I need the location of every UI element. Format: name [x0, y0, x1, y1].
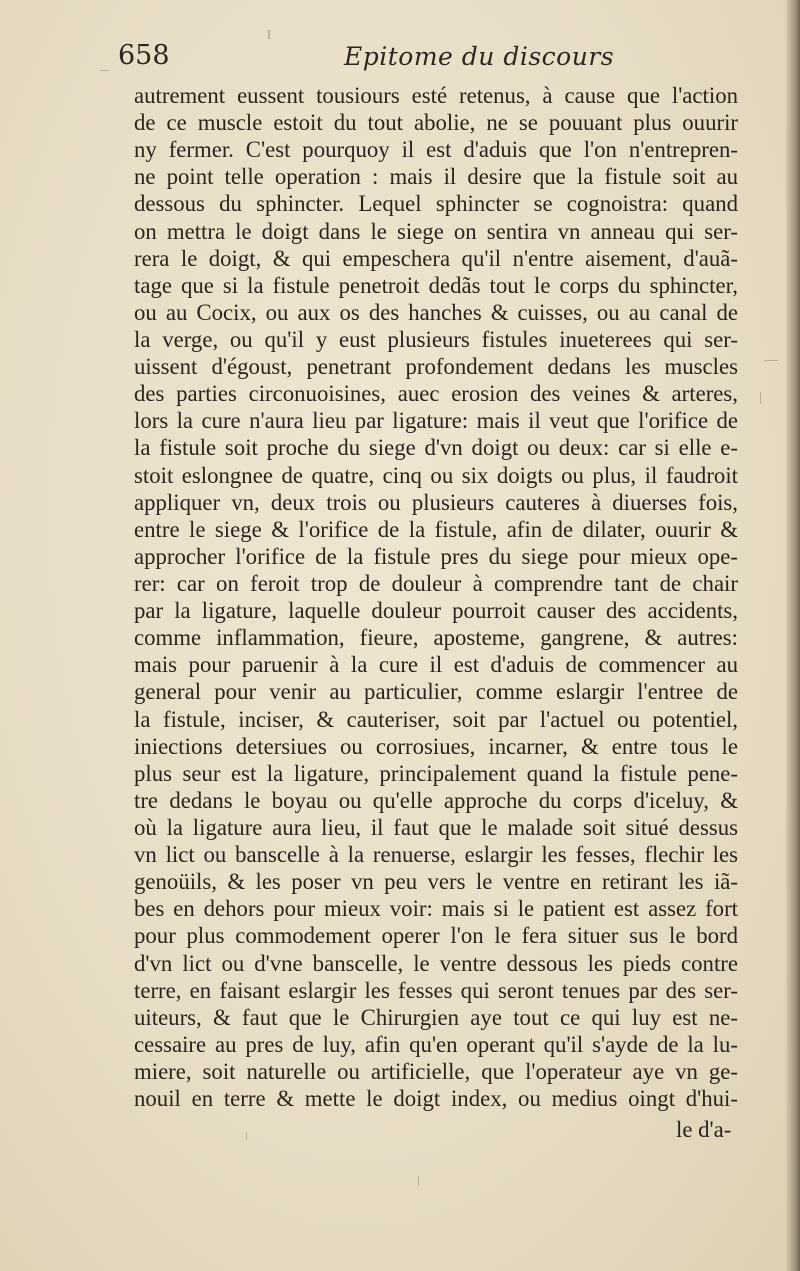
paper-speck — [764, 360, 778, 361]
text-line: de ce muscle estoit du tout abolie, ne se pouuant plus ouurir — [134, 110, 738, 136]
text-line: par la ligature, laquelle douleur pourroit causer des accidents, — [134, 598, 738, 624]
text-line: rer: car on feroit trop de douleur à comprendre tant de chair — [134, 570, 738, 596]
text-line: dessous du sphincter. Lequel sphincter se cognoistra: quand — [134, 191, 738, 217]
paper-speck — [418, 1176, 419, 1186]
text-line: la verge, ou qu'il y eust plusieurs fistules inueterees qui ser- — [134, 326, 738, 352]
text-line: où la ligature aura lieu, il faut que le malade soit situé dessus — [134, 814, 738, 840]
text-line: ny fermer. C'est pourquoy il est d'aduis que l'on n'entrepren- — [134, 137, 738, 163]
text-line: cessaire au pres de luy, afin qu'en operant qu'il s'ayde de la lu- — [134, 1031, 738, 1057]
paper-speck — [268, 30, 270, 39]
body-text — [134, 82, 738, 1112]
paper-speck — [246, 1132, 247, 1140]
text-line: genoüils, & les poser vn peu vers le ventre en retirant les iã- — [134, 869, 738, 895]
page-number: 658 — [118, 40, 170, 71]
text-line: bes en dehors pour mieux voir: mais si le patient est assez fort — [134, 896, 738, 922]
paper-speck — [100, 70, 109, 71]
text-line: vn lict ou banscelle à la renuerse, eslargir les fesses, flechir les — [134, 842, 738, 868]
text-line: comme inflammation, fieure, aposteme, gangrene, & autres: — [134, 625, 738, 651]
text-line: stoit eslongnee de quatre, cinq ou six doigts ou plus, il faudroit — [134, 462, 738, 488]
text-line: general pour venir au particulier, comme eslargir l'entree de — [134, 679, 738, 705]
text-line: on mettra le doigt dans le siege on sentira vn anneau qui ser- — [134, 218, 738, 244]
text-line: lors la cure n'aura lieu par ligature: mais il veut que l'orifice de — [134, 408, 738, 434]
text-line: pour plus commodement operer l'on le fera situer sus le bord — [134, 923, 738, 949]
text-line: appliquer vn, deux trois ou plusieurs cauteres à diuerses fois, — [134, 489, 738, 515]
text-line: tre dedans le boyau ou qu'elle approche du corps d'iceluy, & — [134, 787, 738, 813]
text-line: la fistule soit proche du siege d'vn doigt ou deux: car si elle e- — [134, 435, 738, 461]
text-line: tage que si la fistule penetroit dedãs tout le corps du sphincter, — [134, 272, 738, 298]
text-line: d'vn lict ou d'vne banscelle, le ventre dessous les pieds contre — [134, 950, 738, 976]
text-line: plus seur est la ligature, principalement quand la fistule pene- — [134, 760, 738, 786]
page-header — [118, 40, 758, 84]
text-line: rera le doigt, & qui empeschera qu'il n'entre aisement, d'auã- — [134, 245, 738, 271]
text-line: la fistule, inciser, & cauteriser, soit par l'actuel ou potentiel, — [134, 706, 738, 732]
text-line: uiteurs, & faut que le Chirurgien aye tout ce qui luy est ne- — [134, 1004, 738, 1030]
paper-speck — [760, 392, 761, 404]
text-line: entre le siege & l'orifice de la fistule, afin de dilater, ouurir & — [134, 516, 738, 542]
text-line: nouil en terre & mette le doigt index, ou medius oingt d'hui- — [134, 1086, 738, 1112]
text-line: terre, en faisant eslargir les fesses qui seront tenues par des ser- — [134, 977, 738, 1003]
text-line: ou au Cocix, ou aux os des hanches & cuisses, ou au canal de — [134, 299, 738, 325]
catchword: le d'a- — [676, 1117, 732, 1142]
text-line: uissent d'égoust, penetrant profondement dedans les muscles — [134, 354, 738, 380]
text-line: mais pour paruenir à la cure il est d'aduis de commencer au — [134, 652, 738, 678]
text-line: autrement eussent tousiours esté retenus, à cause que l'action — [134, 83, 738, 108]
text-line: approcher l'orifice de la fistule pres du siege pour mieux ope- — [134, 543, 738, 569]
text-line: ne point telle operation : mais il desire que la fistule soit au — [134, 164, 738, 190]
page-gutter — [786, 0, 800, 1271]
text-line: miere, soit naturelle ou artificielle, que l'operateur aye vn ge- — [134, 1058, 738, 1084]
text-line: iniections detersiues ou corrosiues, incarner, & entre tous le — [134, 733, 738, 759]
text-line: des parties circonuoisines, auec erosion des veines & arteres, — [134, 381, 738, 407]
running-head: Epitome du discours — [344, 42, 615, 71]
